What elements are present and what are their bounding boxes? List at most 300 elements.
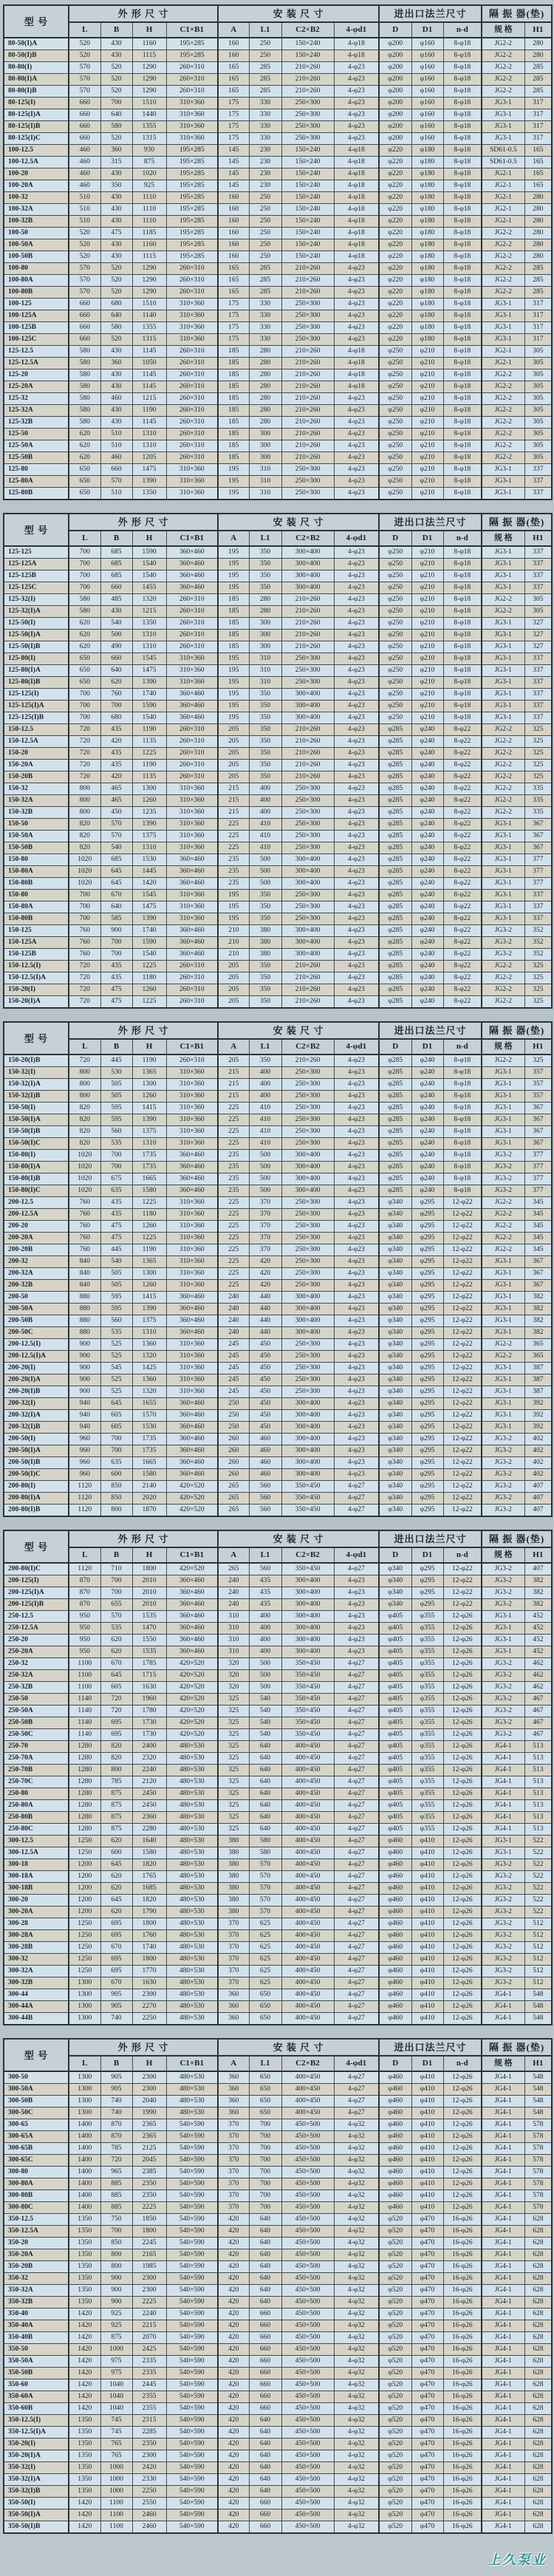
value-cell: 645: [100, 1670, 132, 1682]
value-cell: JG2-2: [482, 86, 524, 98]
value-cell: 360: [218, 2013, 249, 2025]
pump-spec-table: [3, 513, 553, 1009]
value-cell: 1280: [69, 1776, 100, 1788]
value-cell: 660: [69, 109, 100, 121]
value-cell: φ470: [411, 2403, 443, 2415]
value-cell: 655: [100, 1599, 132, 1611]
value-cell: 12-φ26: [443, 1918, 482, 1930]
value-cell: 325: [218, 1741, 249, 1753]
value-cell: 1540: [132, 949, 166, 961]
value-cell: φ295: [411, 1292, 443, 1304]
value-cell: 345: [524, 1233, 552, 1244]
value-cell: 4-φ32: [334, 2167, 379, 2178]
model-cell: 100-20: [4, 168, 69, 180]
value-cell: φ520: [379, 2273, 411, 2285]
column-header: 规 格: [482, 531, 524, 546]
value-cell: φ460: [379, 1883, 411, 1895]
value-cell: JG3-1: [482, 1635, 524, 1646]
value-cell: φ240: [411, 961, 443, 972]
value-cell: 387: [524, 1374, 552, 1386]
value-cell: 420: [218, 2415, 249, 2427]
value-cell: 4-φ27: [334, 1753, 379, 1765]
value-cell: 645: [100, 1859, 132, 1871]
value-cell: φ520: [379, 2462, 411, 2474]
value-cell: 4-φ23: [334, 1268, 379, 1280]
column-group-header: 隔 振 器(垫): [482, 1022, 552, 1039]
value-cell: φ295: [411, 1351, 443, 1363]
value-cell: 640: [100, 310, 132, 322]
value-cell: 195: [218, 653, 249, 665]
spec-row: [4, 2450, 552, 2462]
value-cell: φ210: [411, 641, 443, 653]
value-cell: 400×450: [281, 2096, 334, 2108]
value-cell: φ210: [411, 393, 443, 405]
value-cell: 450×500: [281, 2403, 334, 2415]
value-cell: 700: [100, 1575, 132, 1587]
value-cell: JG3-2: [482, 1173, 524, 1185]
value-cell: 1420: [132, 878, 166, 890]
value-cell: 660: [249, 2498, 281, 2509]
value-cell: 640: [249, 1788, 281, 1800]
value-cell: JG3-1: [482, 1091, 524, 1103]
spec-row: [4, 204, 552, 216]
value-cell: 1350: [132, 618, 166, 630]
value-cell: 4-φ23: [334, 996, 379, 1009]
value-cell: 640: [249, 1776, 281, 1788]
value-cell: 685: [100, 854, 132, 866]
value-cell: 410: [249, 1103, 281, 1114]
value-cell: 670: [100, 1942, 132, 1954]
value-cell: 4-φ32: [334, 2155, 379, 2167]
spec-row: [4, 1611, 552, 1623]
value-cell: φ460: [379, 2131, 411, 2143]
value-cell: 578: [524, 2119, 552, 2131]
column-header: L: [69, 2056, 100, 2071]
value-cell: 420: [100, 771, 132, 783]
model-cell: 300-28A: [4, 1930, 69, 1942]
value-cell: 480×530: [166, 1765, 218, 1776]
value-cell: JG4-1: [482, 2462, 524, 2474]
value-cell: 540×590: [166, 2403, 218, 2415]
value-cell: 540×590: [166, 2344, 218, 2356]
value-cell: 185: [218, 594, 249, 606]
value-cell: 580: [69, 358, 100, 369]
column-header: H: [132, 22, 166, 38]
model-cell: 150-125: [4, 925, 69, 937]
model-cell: 150-80A: [4, 902, 69, 913]
value-cell: 4-φ18: [334, 346, 379, 358]
value-cell: 740: [100, 2108, 132, 2119]
value-cell: 660: [69, 334, 100, 346]
value-cell: 16-φ26: [443, 2379, 482, 2391]
value-cell: 700: [249, 2131, 281, 2143]
value-cell: 1590: [132, 546, 166, 559]
value-cell: 300×400: [281, 1398, 334, 1410]
value-cell: 350×450: [281, 1481, 334, 1493]
value-cell: φ340: [379, 1209, 411, 1221]
spec-row: [4, 369, 552, 381]
value-cell: 570: [249, 1871, 281, 1883]
value-cell: 450×500: [281, 2356, 334, 2368]
value-cell: 510: [69, 204, 100, 216]
value-cell: 520: [100, 133, 132, 145]
value-cell: 400×450: [281, 1954, 334, 1966]
model-cell: 125-80B: [4, 488, 69, 500]
value-cell: JG3-1: [482, 546, 524, 559]
column-header: 规 格: [482, 22, 524, 38]
value-cell: 300×400: [281, 1469, 334, 1481]
value-cell: 560: [249, 1493, 281, 1505]
value-cell: 205: [218, 736, 249, 748]
value-cell: 245: [218, 1386, 249, 1398]
value-cell: 4-φ23: [334, 1162, 379, 1173]
spec-row: [4, 1434, 552, 1445]
value-cell: φ295: [411, 1481, 443, 1493]
value-cell: JG3-1: [482, 1126, 524, 1138]
value-cell: JG4-1: [482, 2190, 524, 2202]
value-cell: 650: [249, 2084, 281, 2096]
value-cell: 250: [249, 50, 281, 62]
value-cell: JG3-2: [482, 1670, 524, 1682]
model-cell: 300-20: [4, 1895, 69, 1907]
value-cell: φ410: [411, 1977, 443, 1989]
value-cell: 467: [524, 1729, 552, 1741]
value-cell: 420: [218, 2285, 249, 2297]
value-cell: 420: [218, 2249, 249, 2261]
spec-row: [4, 1386, 552, 1398]
value-cell: φ470: [411, 2439, 443, 2450]
value-cell: 370: [218, 2119, 249, 2131]
value-cell: 1300: [69, 1989, 100, 2001]
value-cell: 660: [249, 2368, 281, 2379]
spec-row: [4, 476, 552, 488]
value-cell: 12-φ26: [443, 2167, 482, 2178]
value-cell: 540×590: [166, 2214, 218, 2226]
value-cell: 430: [100, 251, 132, 263]
value-cell: φ285: [379, 937, 411, 949]
value-cell: JG2-1: [482, 192, 524, 204]
value-cell: φ250: [379, 417, 411, 429]
column-header: L: [69, 1039, 100, 1054]
value-cell: 8-φ22: [443, 984, 482, 996]
value-cell: φ405: [379, 1812, 411, 1824]
value-cell: φ410: [411, 2131, 443, 2143]
value-cell: φ200: [379, 50, 411, 62]
value-cell: 1365: [132, 1256, 166, 1268]
value-cell: 4-φ23: [334, 1233, 379, 1244]
value-cell: 407: [524, 1563, 552, 1575]
model-cell: 300-80: [4, 2167, 69, 2178]
value-cell: 640: [249, 1800, 281, 1812]
value-cell: 12-φ26: [443, 1800, 482, 1812]
value-cell: φ295: [411, 1315, 443, 1327]
value-cell: 400×450: [281, 1930, 334, 1942]
value-cell: 720: [69, 961, 100, 972]
value-cell: 1420: [69, 2379, 100, 2391]
value-cell: 280: [249, 369, 281, 381]
value-cell: 4-φ32: [334, 2427, 379, 2439]
value-cell: 250×300: [281, 807, 334, 819]
value-cell: φ295: [411, 1209, 443, 1221]
column-header-model: 型 号: [4, 514, 69, 546]
spec-row: [4, 464, 552, 476]
value-cell: 700: [69, 582, 100, 594]
value-cell: φ460: [379, 1942, 411, 1954]
value-cell: 360×460: [166, 570, 218, 582]
value-cell: JG3-2: [482, 1694, 524, 1706]
column-header: D: [379, 531, 411, 546]
value-cell: 1640: [132, 1836, 166, 1847]
model-cell: 350-32(I)A: [4, 2474, 69, 2486]
value-cell: 367: [524, 1126, 552, 1138]
value-cell: 4-φ23: [334, 724, 379, 736]
value-cell: 522: [524, 1883, 552, 1895]
value-cell: φ410: [411, 2071, 443, 2084]
value-cell: 4-φ32: [334, 2368, 379, 2379]
value-cell: JG4-1: [482, 2084, 524, 2096]
value-cell: φ460: [379, 2001, 411, 2013]
value-cell: 360×460: [166, 1304, 218, 1315]
value-cell: 360×460: [166, 559, 218, 570]
value-cell: 4-φ23: [334, 86, 379, 98]
value-cell: 765: [100, 2439, 132, 2450]
value-cell: 1300: [132, 1079, 166, 1091]
value-cell: 280: [524, 239, 552, 251]
column-header: 4-φd1: [334, 1039, 379, 1054]
value-cell: 350: [249, 890, 281, 902]
value-cell: φ210: [411, 417, 443, 429]
value-cell: 2355: [132, 2391, 166, 2403]
value-cell: 505: [100, 1079, 132, 1091]
value-cell: φ460: [379, 2108, 411, 2119]
value-cell: 317: [524, 310, 552, 322]
value-cell: 325: [218, 1824, 249, 1836]
value-cell: φ285: [379, 748, 411, 760]
spec-row: [4, 949, 552, 961]
value-cell: JG3-1: [482, 630, 524, 641]
spec-row: [4, 1765, 552, 1776]
value-cell: 317: [524, 133, 552, 145]
value-cell: 450×500: [281, 2427, 334, 2439]
value-cell: 16-φ26: [443, 2249, 482, 2261]
value-cell: 315: [100, 157, 132, 168]
value-cell: 4-φ23: [334, 807, 379, 819]
value-cell: 1310: [132, 1138, 166, 1150]
value-cell: 4-φ27: [334, 1505, 379, 1517]
value-cell: φ240: [411, 1173, 443, 1185]
value-cell: 1350: [69, 2226, 100, 2238]
model-cell: 150-50(I)B: [4, 1126, 69, 1138]
value-cell: φ220: [379, 299, 411, 310]
value-cell: 370: [218, 1954, 249, 1966]
spec-row: [4, 133, 552, 145]
value-cell: JG3-1: [482, 1292, 524, 1304]
value-cell: JG3-1: [482, 582, 524, 594]
value-cell: 570: [249, 1907, 281, 1918]
value-cell: 12-φ26: [443, 1729, 482, 1741]
value-cell: 650: [69, 464, 100, 476]
value-cell: 350×450: [281, 1694, 334, 1706]
value-cell: 165: [218, 62, 249, 74]
value-cell: JG3-1: [482, 1363, 524, 1374]
value-cell: SD61-0.5: [482, 145, 524, 157]
value-cell: 310×360: [166, 665, 218, 677]
value-cell: 435: [100, 972, 132, 984]
value-cell: 165: [218, 287, 249, 299]
model-cell: 200-50A: [4, 1304, 69, 1315]
value-cell: 400×450: [281, 2071, 334, 2084]
value-cell: JG2-2: [482, 1054, 524, 1067]
value-cell: φ470: [411, 2344, 443, 2356]
value-cell: 1315: [132, 133, 166, 145]
value-cell: φ160: [411, 38, 443, 50]
value-cell: 1100: [100, 2498, 132, 2509]
value-cell: 2550: [132, 2498, 166, 2509]
value-cell: φ460: [379, 1836, 411, 1847]
value-cell: 16-φ26: [443, 2344, 482, 2356]
value-cell: 195: [218, 464, 249, 476]
value-cell: 337: [524, 701, 552, 712]
value-cell: JG3-2: [482, 1871, 524, 1883]
value-cell: 1530: [132, 854, 166, 866]
value-cell: 1020: [69, 1173, 100, 1185]
model-cell: 350-12.5A: [4, 2226, 69, 2238]
value-cell: 310×360: [166, 1197, 218, 1209]
spec-row: [4, 819, 552, 831]
model-cell: 100-125B: [4, 322, 69, 334]
value-cell: 1415: [132, 1103, 166, 1114]
value-cell: 1420: [69, 2509, 100, 2521]
model-cell: 150-32: [4, 783, 69, 795]
value-cell: 310×360: [166, 831, 218, 842]
value-cell: 540×590: [166, 2119, 218, 2131]
value-cell: 500: [249, 1173, 281, 1185]
value-cell: JG2-1: [482, 358, 524, 369]
value-cell: φ285: [379, 1162, 411, 1173]
value-cell: 175: [218, 334, 249, 346]
value-cell: 435: [100, 1197, 132, 1209]
value-cell: JG4-1: [482, 2521, 524, 2534]
value-cell: 260×310: [166, 1054, 218, 1067]
value-cell: φ355: [411, 1753, 443, 1765]
value-cell: 8-φ18: [443, 98, 482, 109]
model-cell: 250-50: [4, 1694, 69, 1706]
model-cell: 200-20B: [4, 1244, 69, 1256]
model-cell: 250-70C: [4, 1776, 69, 1788]
value-cell: 250×300: [281, 1363, 334, 1374]
value-cell: 480×530: [166, 1871, 218, 1883]
value-cell: 500: [249, 1162, 281, 1173]
value-cell: 245: [218, 1374, 249, 1386]
value-cell: 1685: [132, 1883, 166, 1895]
value-cell: 285: [524, 86, 552, 98]
value-cell: 195: [218, 890, 249, 902]
value-cell: 210×260: [281, 86, 334, 98]
value-cell: 480×530: [166, 1847, 218, 1859]
value-cell: 525: [100, 1339, 132, 1351]
value-cell: 1320: [132, 1351, 166, 1363]
model-cell: 125-50(I)A: [4, 630, 69, 641]
value-cell: 327: [524, 618, 552, 630]
value-cell: JG4-1: [482, 2391, 524, 2403]
value-cell: φ220: [379, 334, 411, 346]
value-cell: 870: [69, 1599, 100, 1611]
value-cell: 300×400: [281, 1575, 334, 1587]
value-cell: 280: [524, 216, 552, 228]
value-cell: JG3-1: [482, 1138, 524, 1150]
value-cell: 450×500: [281, 2474, 334, 2486]
value-cell: 150×240: [281, 216, 334, 228]
value-cell: 880: [69, 1327, 100, 1339]
value-cell: 1290: [132, 74, 166, 86]
value-cell: 4-φ23: [334, 748, 379, 760]
value-cell: 317: [524, 334, 552, 346]
value-cell: 540: [249, 1706, 281, 1717]
value-cell: 8-φ22: [443, 760, 482, 771]
value-cell: φ410: [411, 2190, 443, 2202]
value-cell: JG3-1: [482, 1315, 524, 1327]
value-cell: 4-φ23: [334, 1304, 379, 1315]
value-cell: 520: [69, 228, 100, 239]
value-cell: 400: [249, 1635, 281, 1646]
value-cell: 640: [249, 2450, 281, 2462]
value-cell: 650: [69, 665, 100, 677]
value-cell: φ340: [379, 1374, 411, 1386]
value-cell: φ470: [411, 2391, 443, 2403]
value-cell: JG2-2: [482, 417, 524, 429]
value-cell: 745: [100, 2415, 132, 2427]
value-cell: 305: [524, 369, 552, 381]
value-cell: 195×285: [166, 192, 218, 204]
value-cell: 1300: [132, 1268, 166, 1280]
value-cell: 2225: [132, 2202, 166, 2214]
value-cell: 16-φ26: [443, 2297, 482, 2308]
value-cell: 280: [524, 228, 552, 239]
value-cell: 310×360: [166, 1244, 218, 1256]
spec-row: [4, 546, 552, 559]
value-cell: φ250: [379, 429, 411, 440]
value-cell: SD61-0.5: [482, 157, 524, 168]
value-cell: 650: [249, 2013, 281, 2025]
spec-row: [4, 1847, 552, 1859]
value-cell: 4-φ32: [334, 2320, 379, 2332]
spec-row: [4, 1682, 552, 1694]
model-cell: 100-32: [4, 192, 69, 204]
value-cell: 350: [249, 748, 281, 760]
value-cell: 680: [100, 299, 132, 310]
value-cell: φ285: [379, 996, 411, 1009]
value-cell: φ220: [379, 322, 411, 334]
value-cell: JG3-1: [482, 878, 524, 890]
value-cell: 305: [524, 393, 552, 405]
value-cell: 8-φ18: [443, 1173, 482, 1185]
spec-row: [4, 1977, 552, 1989]
column-header: B: [100, 1547, 132, 1563]
spec-row: [4, 2403, 552, 2415]
value-cell: 330: [249, 322, 281, 334]
spec-row: [4, 1327, 552, 1339]
model-cell: 350-40: [4, 2308, 69, 2320]
value-cell: φ250: [379, 476, 411, 488]
value-cell: 195: [218, 546, 249, 559]
model-cell: 150-50A: [4, 831, 69, 842]
value-cell: φ180: [411, 322, 443, 334]
value-cell: 350: [249, 582, 281, 594]
value-cell: JG2-2: [482, 405, 524, 417]
value-cell: 4-φ23: [334, 1114, 379, 1126]
value-cell: 205: [218, 1054, 249, 1067]
value-cell: 317: [524, 322, 552, 334]
